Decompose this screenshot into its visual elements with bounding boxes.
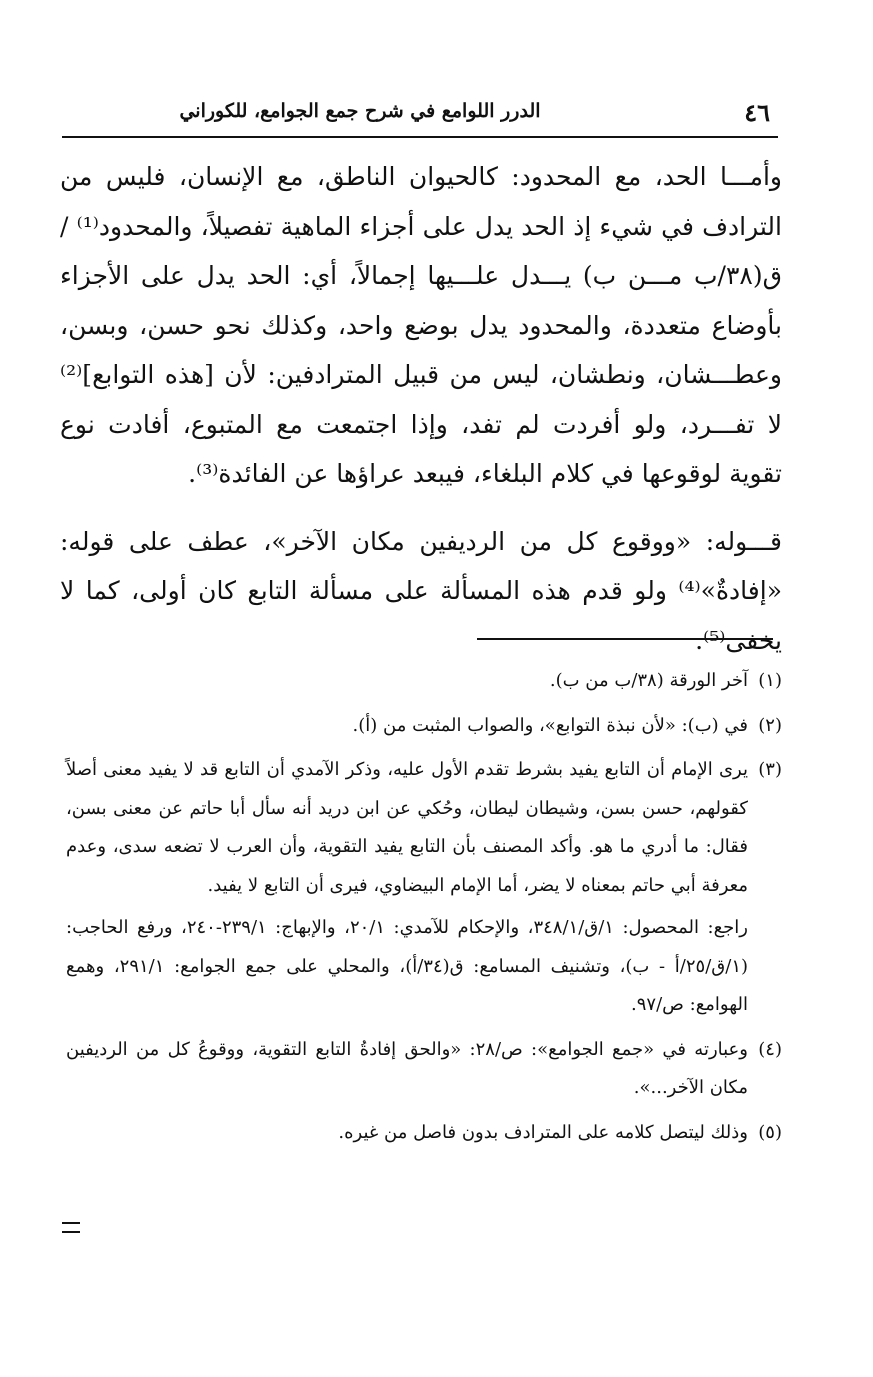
body-paragraph-1: وأمـــا الحد، مع المحدود: كالحيوان الناطق، مع الإنسان، فليس من الترادف في شيء إذ الحد يدل على أجزاء الماهية تفصيلاً، والمحدود⁽¹⁾ / ق(٣٨/ب مـــن ب) يـــدل علـــيها إجمالاً، أي: الحد يدل على الأجزاء بأوضاع متعددة، والمحدود يدل بوضع واحد، وكذلك نحو حسن، وبسن، وعطـــشان، ونطشان، ليس من قبيل المترادفين: لأن [هذه التوابع]⁽²⁾ لا تفـــرد، ولو أفردت لم تفد، وإذا اجتمعت مع المتبوع، أفادت نوع تقوية لوقوعها في كلام البلغاء، فيبعد عراؤها عن الفائدة⁽³⁾.	[60, 162, 782, 488]
footnote-number: (٥)	[758, 1121, 782, 1143]
footnote-1	[66, 662, 782, 701]
end-of-section-mark	[62, 1222, 80, 1233]
footnotes	[66, 662, 782, 1158]
footnote-2	[66, 707, 782, 746]
footnote-3	[66, 751, 782, 1025]
footnote-number: (٣)	[758, 759, 782, 780]
footnote-text: وعبارته في «جمع الجوامع»: ص/٢٨: «والحق إفادةُ التابع التقوية، ووقوعُ كل من الرديفين مكان الآخر...».	[66, 1038, 748, 1098]
footnote-number: (٤)	[758, 1038, 782, 1060]
footnote-number: (١)	[758, 670, 782, 691]
footnote-number: (٢)	[758, 714, 782, 736]
running-title: الدرر اللوامع في شرح جمع الجوامع، للكوراني	[179, 100, 541, 122]
page-header	[62, 92, 778, 138]
footnote-text: يرى الإمام أن التابع يفيد بشرط تقدم الأول عليه، وذكر الآمدي أن التابع قد لا يفيد معنى أصلاً كقولهم، حسن بسن، وشيطان ليطان، وحُكي عن ابن دريد أنه سأل أبا حاتم عن معنى بسن، فقال: ما أدري ما هو. وأكد المصنف بأن التابع يفيد التقوية، وأن العرب لا تضعه سدى، وعدم معرفة أبي حاتم بمعناه لا يضر، أما الإمام البيضاوي، فيرى أن التابع لا يفيد.	[66, 759, 748, 896]
footnote-text: آخر الورقة (٣٨/ب من ب).	[549, 670, 748, 691]
footnote-references: راجع: المحصول: ١/ق/٣٤٨/١، والإحكام للآمدي: ٢٠/١، والإبهاج: ٢٣٩/١-٢٤٠، ورفع الحاجب: (١/ق/٢٥/أ - ب)، وتشنيف المسامع: ق(٣٤/أ)، والمحلي على جمع الجوامع: ٢٩١/١، وهمع الهوامع: ص/٩٧.	[66, 917, 749, 1015]
body-paragraph-2: قـــوله: «ووقوع كل من الرديفين مكان الآخر»، عطف على قوله: «إفادةٌ»⁽⁴⁾ ولو قدم هذه المسألة على مسألة التابع كان أولى، كما لا يخفى⁽⁵⁾.	[60, 526, 782, 655]
footnote-separator	[477, 638, 773, 640]
page-number: ٤٦	[744, 98, 770, 127]
footnote-4	[66, 1031, 782, 1108]
footnote-text: في (ب): «لأن نبذة التوابع»، والصواب المثبت من (أ).	[352, 714, 748, 736]
footnote-text: وذلك ليتصل كلامه على المترادف بدون فاصل من غيره.	[338, 1121, 748, 1143]
footnote-5	[66, 1114, 782, 1153]
main-text	[60, 152, 782, 665]
